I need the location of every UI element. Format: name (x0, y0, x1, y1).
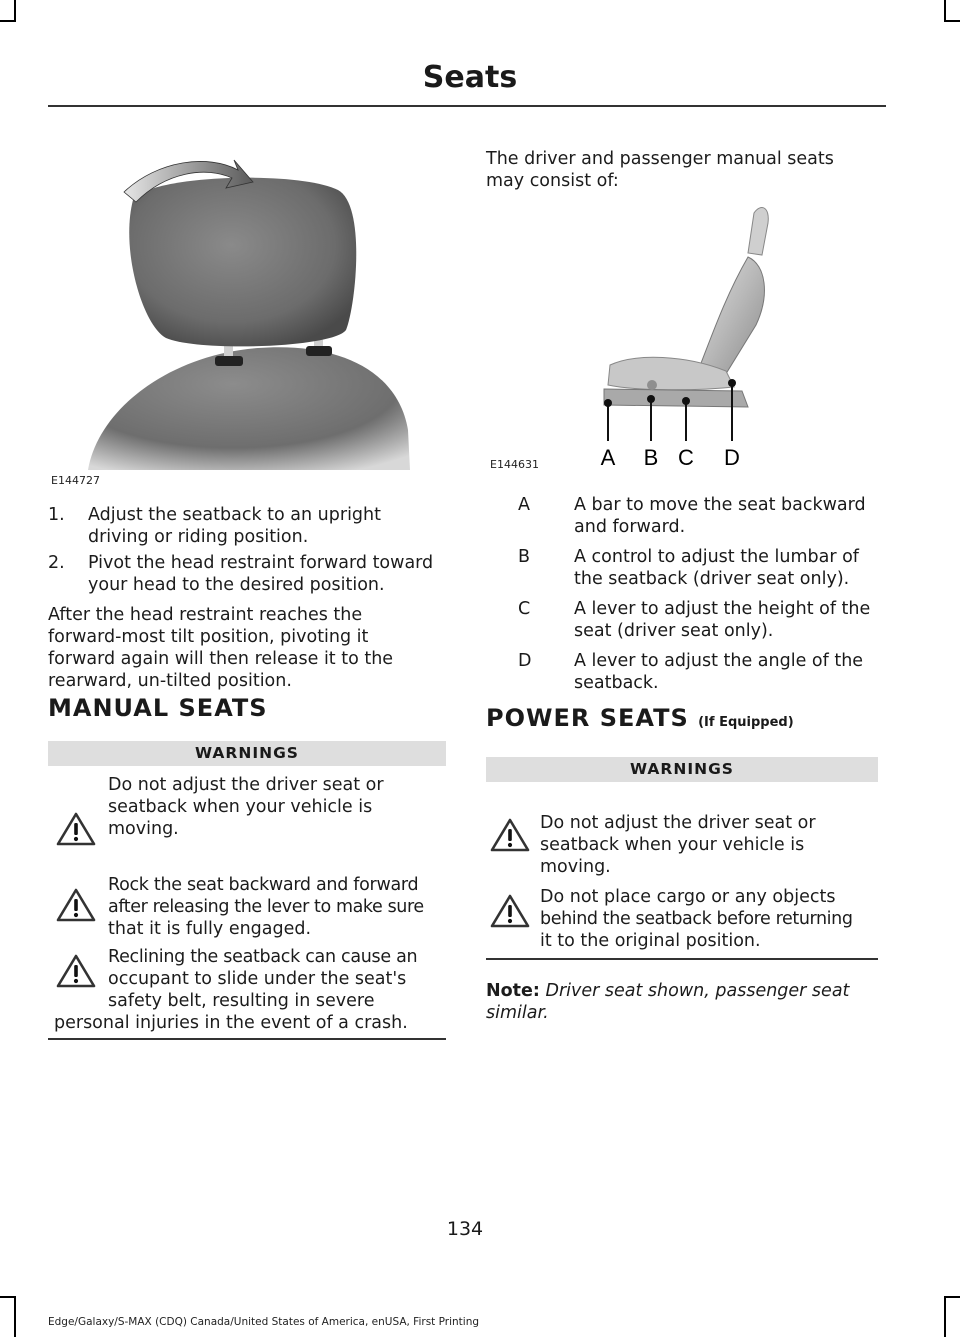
seat-figure (486, 195, 876, 475)
warning-text-line: moving. (540, 857, 611, 877)
warning-triangle-icon (56, 812, 96, 846)
warning-text-line: after releasing the lever to make sure (108, 897, 424, 917)
step-text-line: Adjust the seatback to an upright (88, 505, 381, 525)
warning-text-line: Do not adjust the driver seat or (108, 775, 384, 795)
legend-letter: C (518, 599, 531, 619)
divider (48, 1038, 446, 1040)
note-text: Driver seat shown, passenger seat (545, 981, 850, 1001)
crop-mark (944, 1296, 946, 1337)
warning-triangle-icon (490, 894, 530, 928)
figure-id: E144727 (51, 474, 100, 487)
warning-triangle-icon (490, 818, 530, 852)
warning-triangle-icon (56, 888, 96, 922)
callout-label: C (678, 445, 694, 470)
callout-label: D (724, 445, 740, 470)
warning-text-line: seatback when your vehicle is (540, 835, 805, 855)
page-number: 134 (446, 1218, 484, 1240)
warning-text-line: Do not place cargo or any objects (540, 887, 836, 907)
warning-text-line: seatback when your vehicle is (108, 797, 373, 817)
intro-line: The driver and passenger manual seats (486, 149, 834, 169)
crop-mark (944, 20, 960, 22)
warning-text-line: Reclining the seatback can cause an (108, 947, 418, 967)
warning-text-line: safety belt, resulting in severe (108, 991, 375, 1011)
crop-mark (0, 1296, 16, 1298)
note-label: Note: (486, 981, 540, 1001)
legend-text-line: A lever to adjust the angle of the (574, 651, 864, 671)
warning-text-line: personal injuries in the event of a crash. (54, 1013, 408, 1033)
warning-text-line: occupant to slide under the seat's (108, 969, 407, 989)
paragraph-line: After the head restraint reaches the (48, 605, 363, 625)
step-number: 2. (48, 553, 65, 573)
callout-label: A (600, 445, 616, 470)
crop-mark (944, 1296, 960, 1298)
crop-mark (0, 20, 16, 22)
warning-text-line: behind the seatback before returning (540, 909, 853, 929)
legend-text-line: A control to adjust the lumbar of (574, 547, 859, 567)
note-line: similar. (486, 1003, 549, 1023)
legend-letter: A (518, 495, 530, 515)
warning-triangle-icon (56, 954, 96, 988)
legend-letter: B (518, 547, 531, 567)
intro-line: may consist of: (486, 171, 619, 191)
legend-text-line: A lever to adjust the height of the (574, 599, 871, 619)
crop-mark (14, 1296, 16, 1337)
warning-text-line: Rock the seat backward and forward (108, 875, 419, 895)
headrest-figure (48, 130, 446, 470)
footer-text: Edge/Galaxy/S-MAX (CDQ) Canada/United States of America, enUSA, First Printing (48, 1316, 480, 1328)
legend-text-line: seat (driver seat only). (574, 621, 774, 641)
headrest-illustration (48, 130, 446, 470)
seat-illustration (486, 195, 876, 475)
figure-id: E144631 (490, 458, 539, 471)
step-item (48, 504, 448, 548)
note-line (486, 980, 849, 1002)
section-heading-manual-seats: MANUAL SEATS (48, 694, 268, 722)
legend-text-line: the seatback (driver seat only). (574, 569, 850, 589)
paragraph-line: forward again will then release it to the (48, 649, 394, 669)
callout-label: B (643, 445, 659, 470)
page-title: Seats (422, 60, 518, 95)
power-seats-title: POWER SEATS (486, 704, 689, 732)
crop-mark (944, 0, 946, 22)
legend-text-line: A bar to move the seat backward (574, 495, 866, 515)
legend-letter: D (518, 651, 532, 671)
crop-mark (14, 0, 16, 22)
header-divider (48, 105, 886, 107)
warnings-header: WARNINGS (486, 757, 878, 782)
warning-text-line: that it is fully engaged. (108, 919, 312, 939)
warnings-header: WARNINGS (48, 741, 446, 766)
warning-text-line: it to the original position. (540, 931, 761, 951)
step-text-line: Pivot the head restraint forward toward (88, 553, 434, 573)
legend-text-line: seatback. (574, 673, 659, 693)
section-heading-power-seats (486, 704, 794, 732)
paragraph-line: forward-most tilt position, pivoting it (48, 627, 369, 647)
step-number: 1. (48, 505, 65, 525)
step-item (48, 552, 458, 596)
step-text-line: driving or riding position. (88, 527, 309, 547)
warning-text-line: Do not adjust the driver seat or (540, 813, 816, 833)
step-text-line: your head to the desired position. (88, 575, 385, 595)
paragraph-line: rearward, un-tilted position. (48, 671, 292, 691)
warning-text-line: moving. (108, 819, 179, 839)
divider (486, 958, 878, 960)
power-seats-qualifier: (If Equipped) (698, 715, 794, 730)
legend-text-line: and forward. (574, 517, 686, 537)
